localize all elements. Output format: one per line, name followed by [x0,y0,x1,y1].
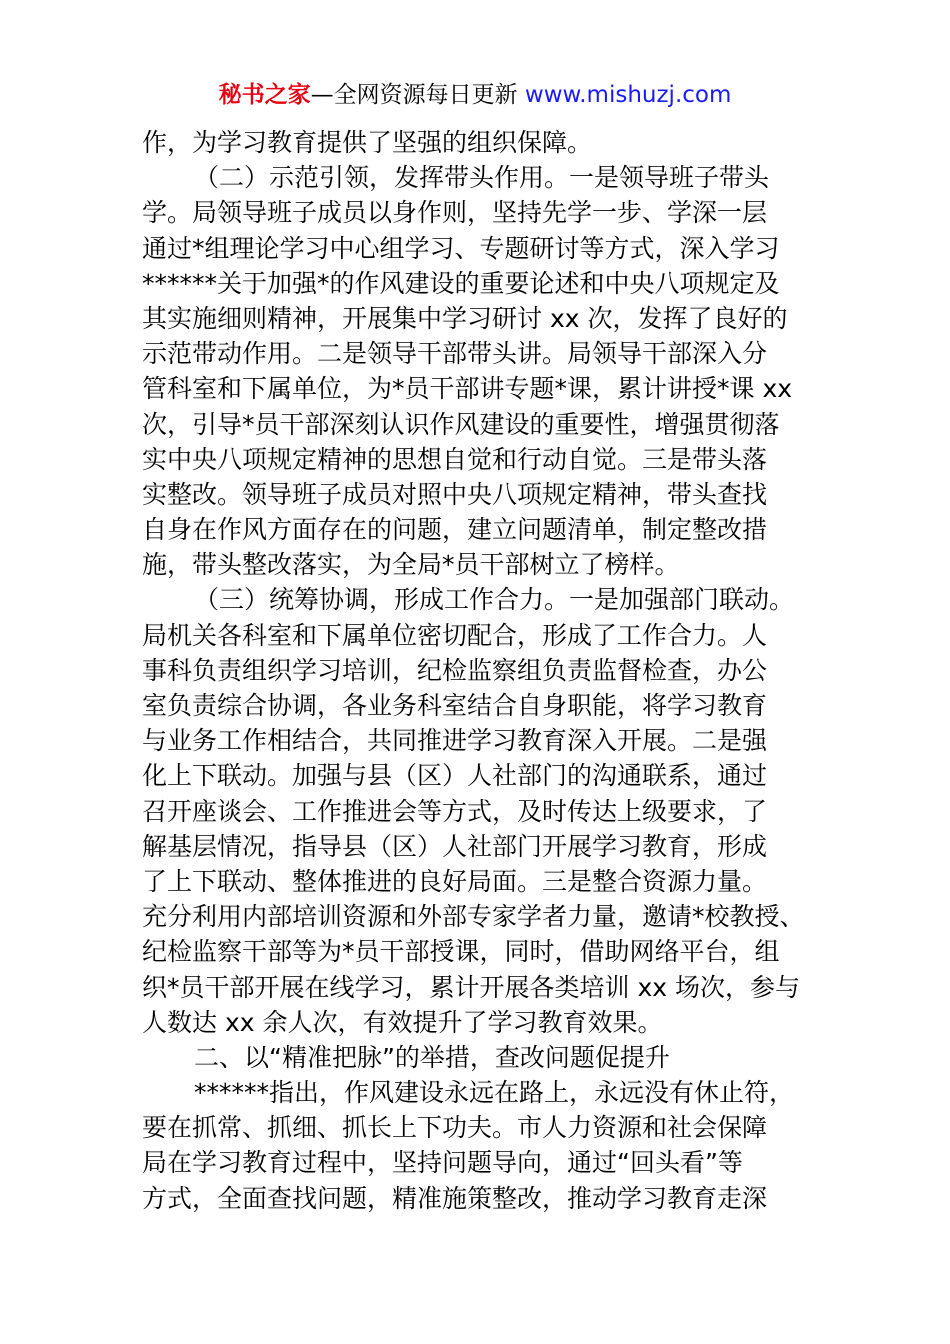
body-line: 化上下联动。加强与县（区）人社部门的沟通联系，通过 [142,761,768,791]
body-line: 纪检监察干部等为*员干部授课，同时，借助网络平台，组 [142,937,780,967]
body-line: 学。局领导班子成员以身作则，坚持先学一步、学深一层 [142,198,768,228]
document-body [142,125,842,1216]
page-header [0,78,950,112]
body-line: 次，引导*员干部深刻认识作风建设的重要性，增强贯彻落 [142,409,780,439]
header-site-link[interactable]: www.mishuzj.com [524,82,732,108]
body-line: 管科室和下属单位，为*员干部讲专题*课，累计讲授*课 xx [142,374,793,404]
body-line: 与业务工作相结合，共同推进学习教育深入开展。二是强 [142,726,768,756]
body-line: ******关于加强*的作风建设的重要论述和中央八项规定及 [142,268,780,298]
body-line: 示范带动作用。二是领导干部带头讲。局领导干部深入分 [142,339,768,369]
body-line: 局在学习教育过程中，坚持问题导向，通过“回头看”等 [142,1148,743,1178]
body-line: （二）示范引领，发挥带头作用。一是领导班子带头 [194,163,770,193]
body-line: 室负责综合协调，各业务科室结合自身职能，将学习教育 [142,691,768,720]
body-line: 召开座谈会、工作推进会等方式，及时传达上级要求，了 [142,796,768,826]
body-line: 施，带头整改落实，为全局*员干部树立了榜样。 [142,550,680,580]
body-line: 自身在作风方面存在的问题，建立问题清单，制定整改措 [142,515,768,545]
body-line: 解基层情况，指导县（区）人社部门开展学习教育，形成 [142,831,768,861]
body-line: 方式，全面查找问题，精准施策整改，推动学习教育走深 [142,1183,768,1213]
body-line: 通过*组理论学习中心组学习、专题研讨等方式，深入学习 [142,233,780,263]
body-line: 其实施细则精神，开展集中学习研讨 xx 次，发挥了良好的 [142,303,788,333]
body-line: 事科负责组织学习培训，纪检监察组负责监督检查，办公 [142,655,768,685]
body-line: 了上下联动、整体推进的良好局面。三是整合资源力量。 [142,866,768,896]
body-line: ******指出，作风建设永远在路上，永远没有休止符， [194,1078,795,1108]
body-line: 要在抓常、抓细、抓长上下功夫。市人力资源和社会保障 [142,1113,768,1143]
body-line: 作，为学习教育提供了坚强的组织保障。 [142,128,593,157]
header-tagline: —全网资源每日更新 [310,82,525,108]
body-line: 实整改。领导班子成员对照中央八项规定精神，带头查找 [142,479,768,509]
body-line: 局机关各科室和下属单位密切配合，形成了工作合力。人 [142,620,768,650]
section-heading: 二、以“精准把脉”的举措，查改问题促提升 [194,1042,670,1072]
body-line: 实中央八项规定精神的思想自觉和行动自觉。三是带头落 [142,444,768,474]
header-brand: 秘书之家 [218,82,311,108]
body-line: 充分利用内部培训资源和外部专家学者力量，邀请*校教授、 [142,902,805,932]
body-line: 织*员干部开展在线学习，累计开展各类培训 xx 场次，参与 [142,972,800,1002]
body-line: 人数达 xx 余人次，有效提升了学习教育效果。 [142,1007,663,1037]
body-line: （三）统筹协调，形成工作合力。一是加强部门联动。 [194,585,795,615]
